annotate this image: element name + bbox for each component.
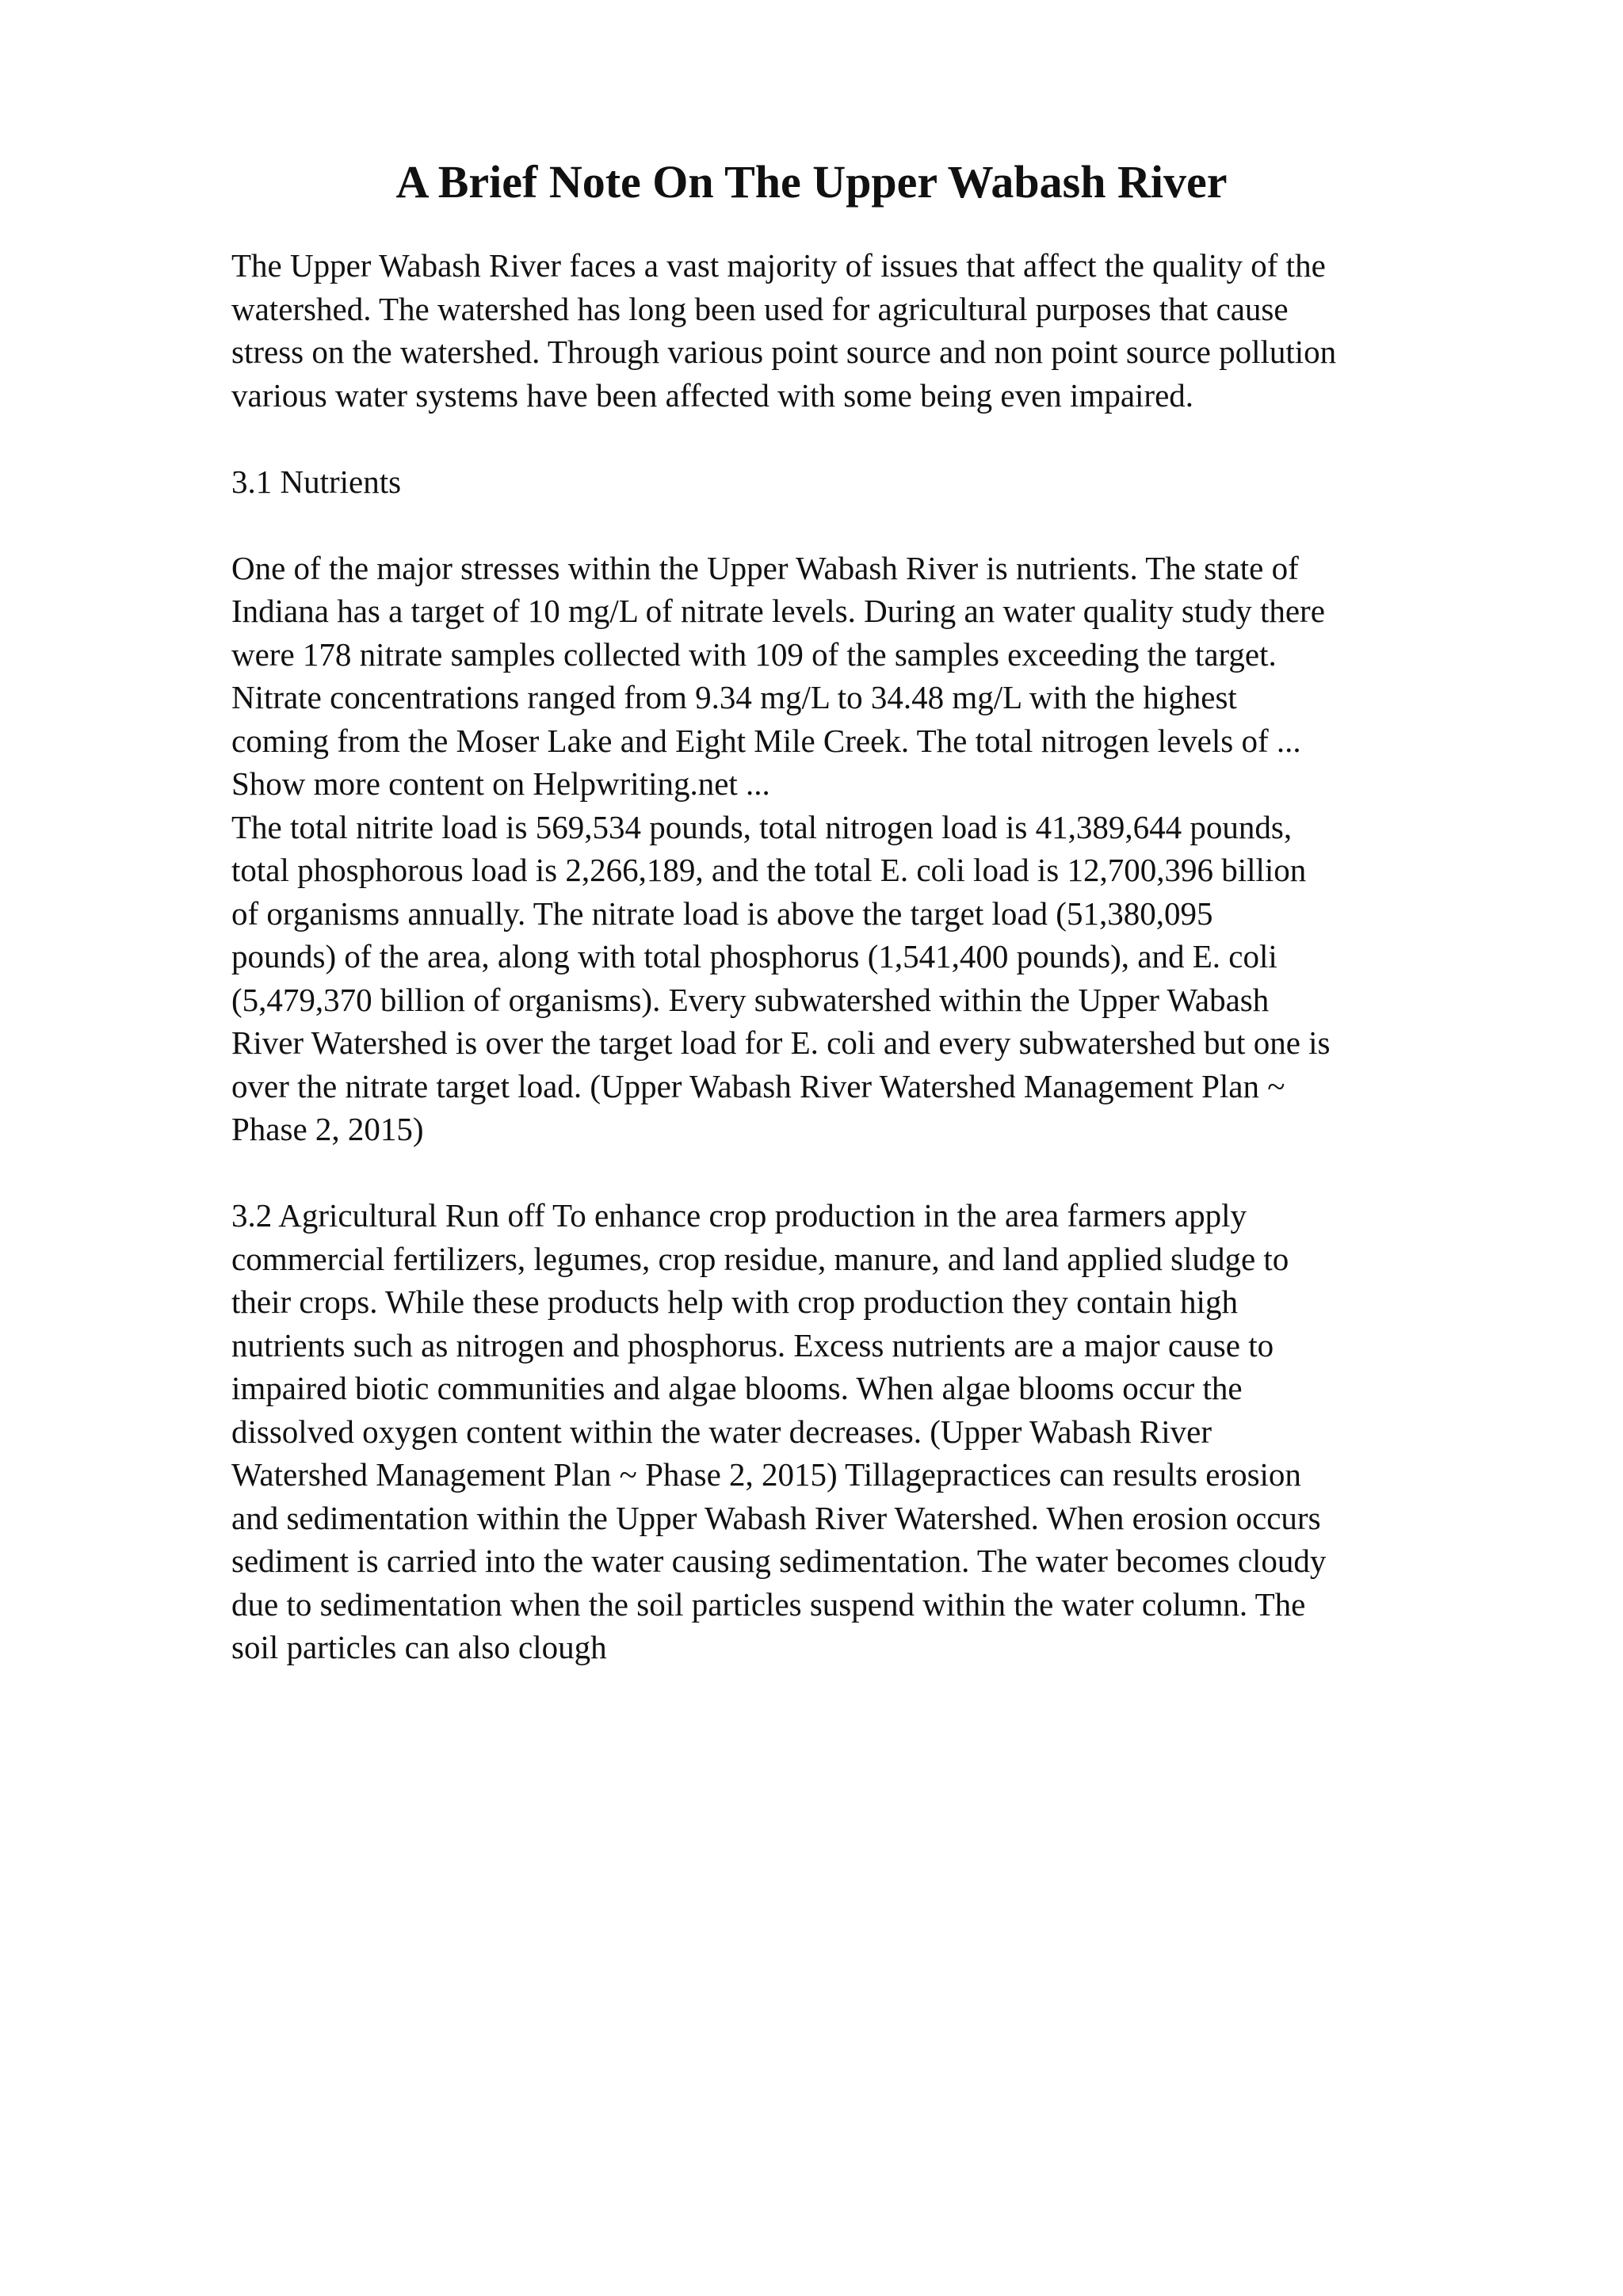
text-line: Phase 2, 2015) [231,1111,424,1147]
text-line: impaired biotic communities and algae blooms. When algae blooms occur the [231,1370,1243,1406]
text-line: Indiana has a target of 10 mg/L of nitrate levels. During an water quality study there [231,593,1325,629]
intro-paragraph [231,244,1515,417]
text-line: over the nitrate target load. (Upper Wabash River Watershed Management Plan ~ [231,1067,1285,1104]
text-line: dissolved oxygen content within the water decreases. (Upper Wabash River [231,1413,1212,1450]
document-body [231,244,1515,1669]
text-line: their crops. While these products help with crop production they contain high [231,1283,1238,1320]
paragraph-gap [231,417,1515,460]
document-title: A Brief Note On The Upper Wabash River [395,156,1228,208]
text-line: various water systems have been affected with some being even impaired. [231,376,1194,414]
text-line: One of the major stresses within the Upper Wabash River is nutrients. The state of [231,549,1299,586]
text-line: pounds) of the area, along with total phosphorus (1,541,400 pounds), and E. coli [231,938,1277,974]
text-line: and sedimentation within the Upper Wabash River Watershed. When erosion occurs [231,1499,1321,1536]
text-line: (5,479,370 billion of organisms). Every subwatershed within the Upper Wabash [231,981,1270,1018]
text-line: River Watershed is over the target load for E. coli and every subwatershed but one is [231,1024,1331,1061]
text-line: were 178 nitrate samples collected with 109 of the samples exceeding the target. [231,635,1277,673]
text-line: The Upper Wabash River faces a vast majority of issues that affect the quality of the [231,247,1326,284]
text-line: Nitrate concentrations ranged from 9.34 mg/L to 34.48 mg/L with the highest [231,679,1237,715]
loads-paragraph [231,806,1515,1151]
paragraph-gap [231,503,1515,547]
text-line: stress on the watershed. Through various point source and non point source pollution [231,334,1337,370]
text-line: due to sedimentation when the soil particles suspend within the water column. The [231,1585,1306,1623]
show-more-line: Show more content on Helpwriting.net ... [231,765,770,802]
text-line: soil particles can also clough [231,1629,607,1665]
section-heading-nutrients: 3.1 Nutrients [231,463,402,500]
text-line: nutrients such as nitrogen and phosphorus. Excess nutrients are a major cause to [231,1326,1274,1363]
text-line: total phosphorous load is 2,266,189, and the total E. coli load is 12,700,396 billion [231,852,1307,888]
text-line: The total nitrite load is 569,534 pounds, total nitrogen load is 41,389,644 pounds, [231,808,1293,845]
text-line: coming from the Moser Lake and Eight Mile Creek. The total nitrogen levels of ... [231,722,1301,759]
text-line: sediment is carried into the water causing sedimentation. The water becomes cloudy [231,1543,1327,1579]
nutrients-paragraph [231,547,1515,806]
text-line: commercial fertilizers, legumes, crop residue, manure, and land applied sludge to [231,1240,1289,1277]
agricultural-runoff-paragraph [231,1194,1515,1669]
text-line: watershed. The watershed has long been used for agricultural purposes that cause [231,290,1289,327]
text-line: Watershed Management Plan ~ Phase 2, 2015) Tillagepractices can results erosion [231,1456,1301,1493]
text-line: of organisms annually. The nitrate load is above the target load (51,380,095 [231,894,1213,932]
paragraph-gap [231,1151,1515,1195]
text-line: 3.2 Agricultural Run off To enhance crop production in the area farmers apply [231,1197,1247,1234]
